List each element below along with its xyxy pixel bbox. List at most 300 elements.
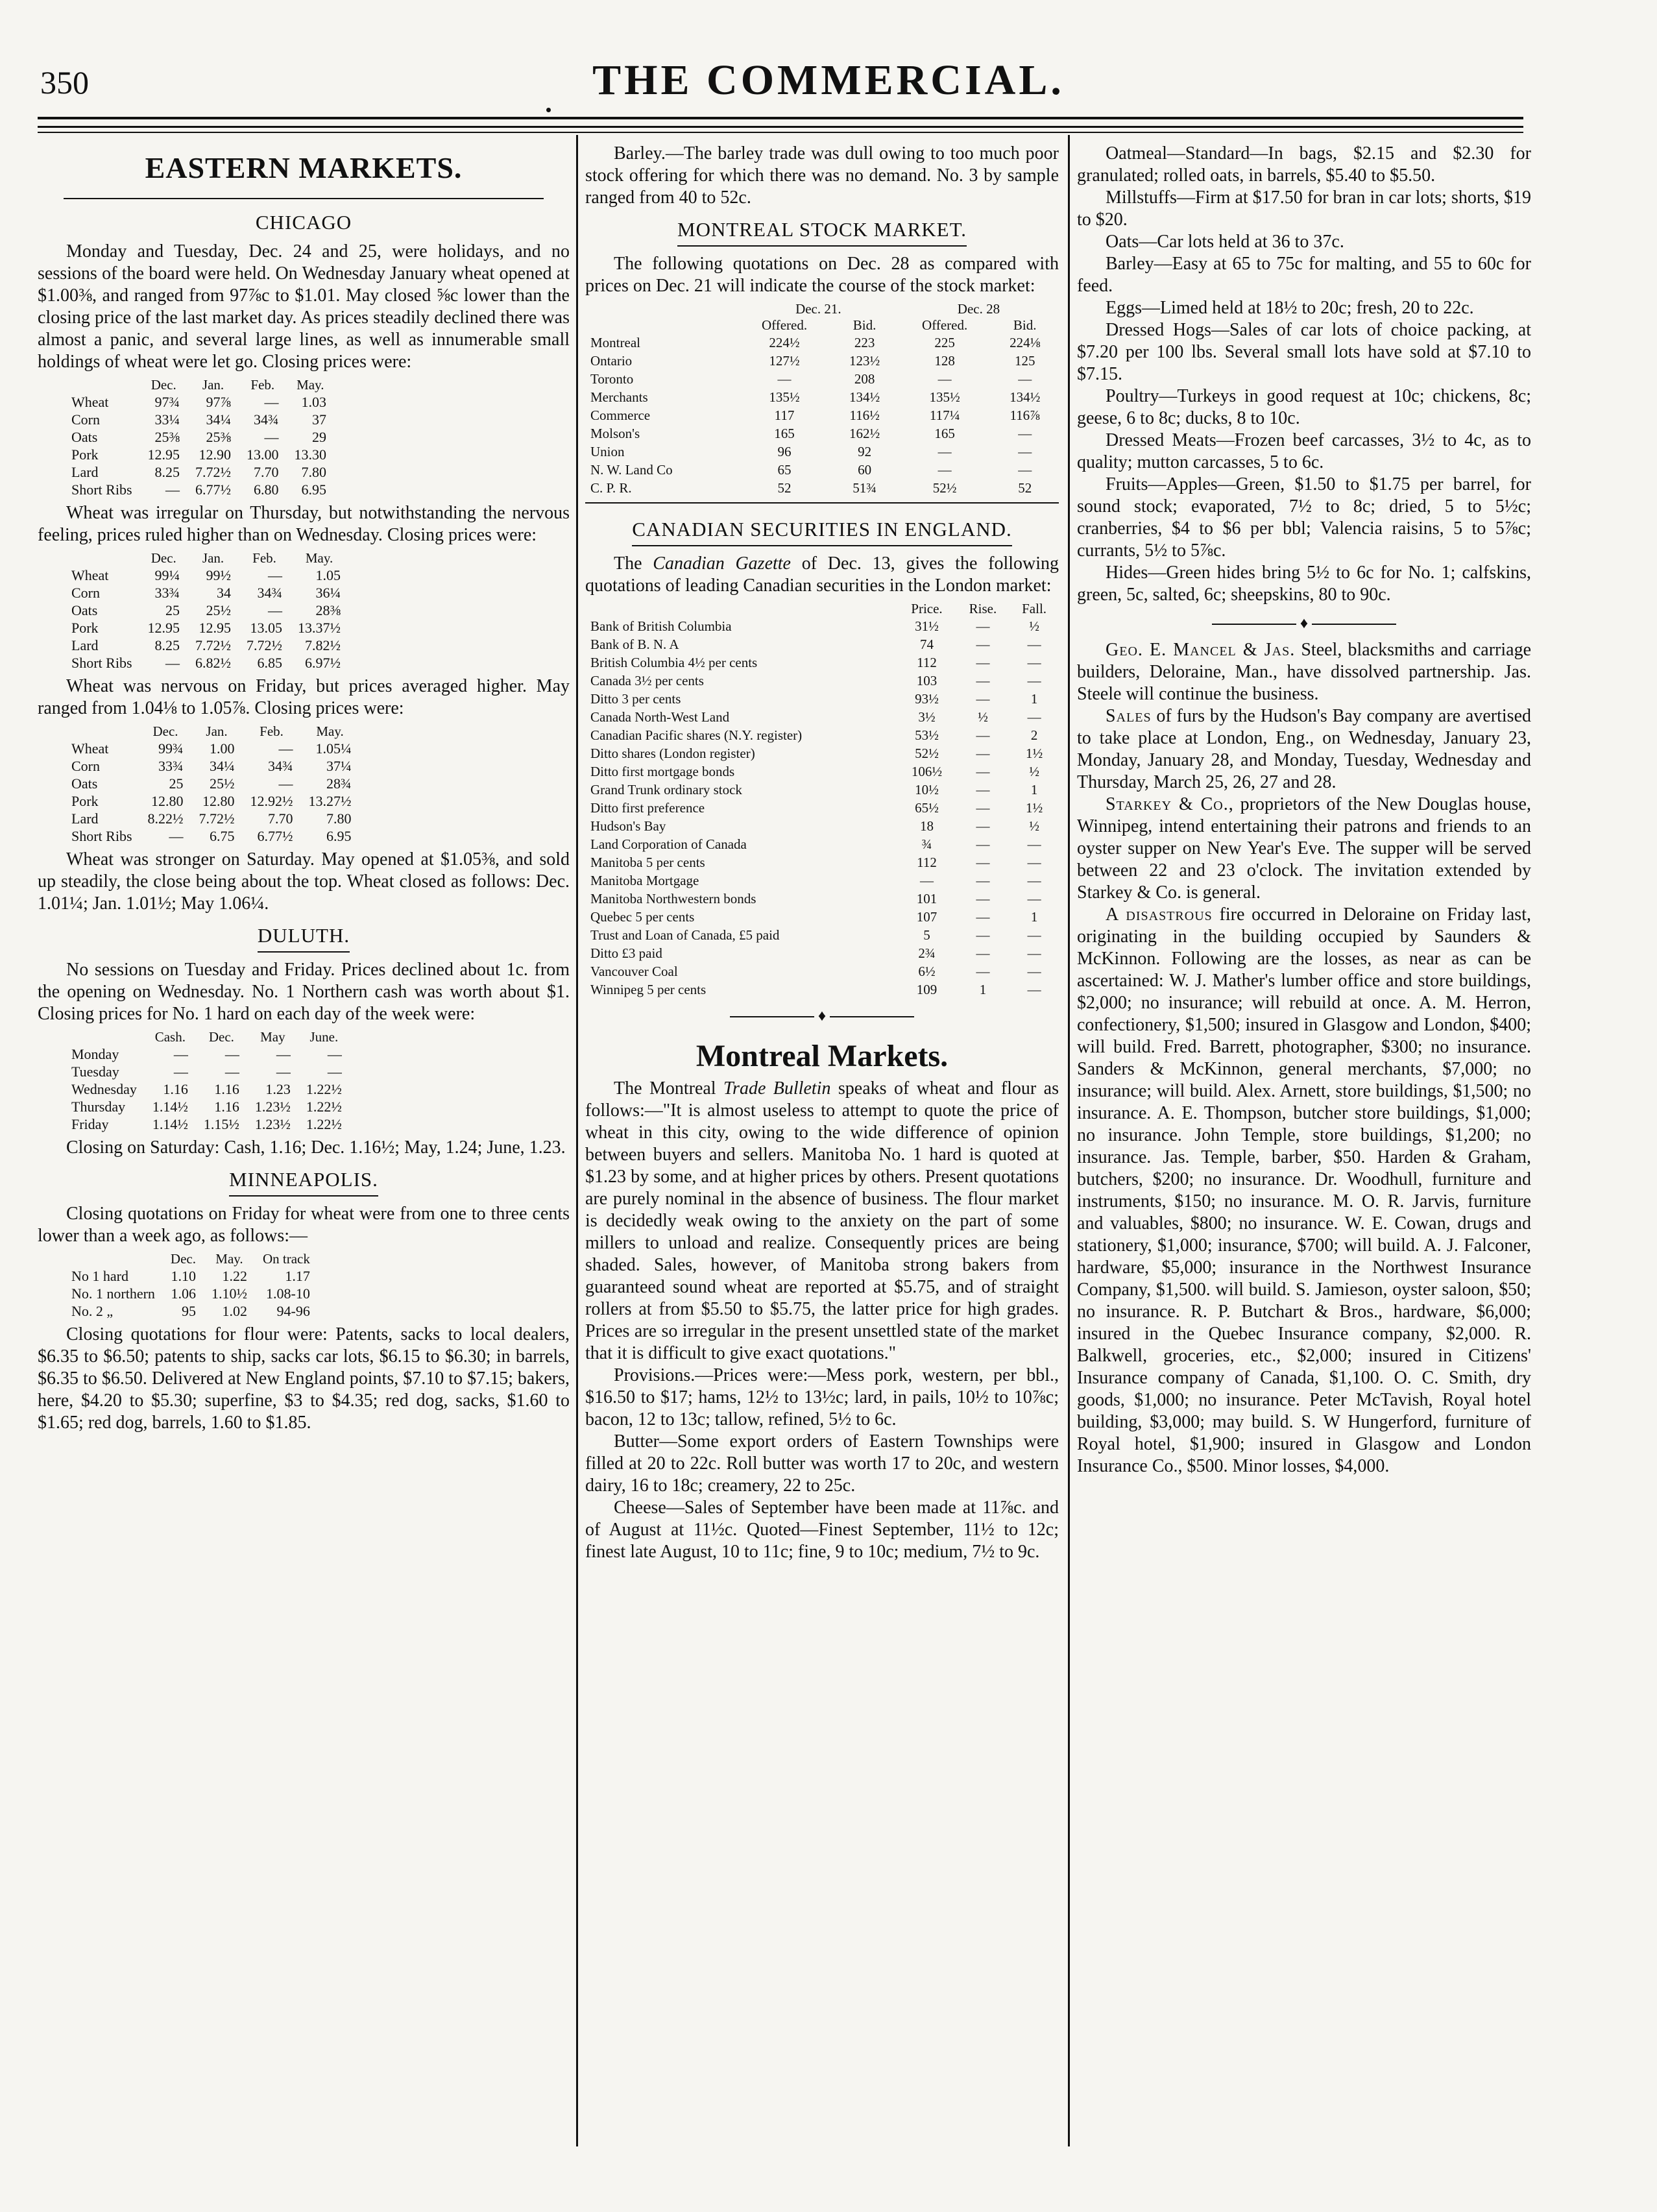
table-cell: 7.80 — [301, 464, 327, 480]
table-cell: Oats — [71, 429, 98, 445]
table-cell: Vancouver Coal — [590, 964, 678, 979]
table-row — [64, 757, 359, 775]
table-cell: — — [976, 800, 990, 816]
table-row — [585, 871, 1059, 890]
table-cell: 1.15½ — [203, 1116, 239, 1132]
duluth-paragraph-2: Closing on Saturday: Cash, 1.16; Dec. 1.16½; May, 1.24; June, 1.23. — [66, 1137, 566, 1158]
table-cell: Thursday — [71, 1099, 126, 1115]
table-cell: — — [976, 945, 990, 961]
table-cell: Oats — [71, 775, 98, 792]
table-cell: 1.23½ — [254, 1116, 291, 1132]
table-cell: 7.72½ — [195, 464, 232, 480]
column-1 — [38, 138, 570, 1434]
table-cell: 53½ — [915, 727, 939, 743]
table-cell: 135½ — [929, 389, 960, 405]
table-cell: — — [976, 764, 990, 779]
canadian-gazette-title: Canadian Gazette — [653, 553, 791, 574]
table-cell: 112 — [917, 655, 937, 670]
table-cell: — — [1027, 637, 1041, 652]
table-cell: 37 — [312, 411, 327, 428]
table-cell: 34¾ — [257, 585, 283, 601]
table-cell: Union — [590, 444, 625, 459]
table-cell: — — [276, 1063, 291, 1080]
table-cell: — — [976, 637, 990, 652]
table-cell: — — [976, 909, 990, 925]
dressed-hogs-paragraph: Dressed Hogs—Sales of car lots of choice packing, at $7.20 per 100 lbs. Several small lots have sold at $7.10 to $7.15. — [1077, 320, 1531, 384]
oats-paragraph: Oats—Car lots held at 36 to 37c. — [1106, 232, 1344, 252]
montreal-p1-post: speaks of wheat and flour as follows:—"It is almost useless to attempt to quote the price of wheat in this city, owing to the wide difference of opinion between buyers and sellers. Manitoba No. 1 hard is quoted at $1.23 by some, and at higher prices by others. Present quotations are purely nominal in the absence of business. The flour market is decidedly weak owing to the anxiety on the part of some millers to unload and realize. Consequently prices are being shaded. Sales, however, of Manitoba strong bakers from guaranteed sound wheat are reported at $5.75, and of straight rollers at from $5.50 to $5.75, the latter price for high grades. Prices are so irregular in the present unsettled state of the market that it is difficult to give exact quotations." — [585, 1078, 1059, 1363]
table-cell: 5 — [923, 927, 930, 943]
table-cell: — — [327, 1046, 342, 1062]
table-row — [585, 672, 1059, 690]
table-row — [64, 740, 359, 757]
masthead-dot — [546, 108, 551, 112]
table-cell: 92 — [858, 444, 872, 459]
table-cell: Friday — [71, 1116, 109, 1132]
table-row — [585, 744, 1059, 762]
table-cell: — — [1027, 709, 1041, 725]
table-cell: 1.14½ — [152, 1099, 188, 1115]
table-cell: Oats — [71, 602, 98, 618]
table-cell: 8.25 — [154, 637, 180, 653]
table-cell: Pork — [71, 793, 99, 809]
table-row — [64, 602, 348, 619]
table-cell: 8.22½ — [147, 810, 184, 827]
table-header-cell — [64, 377, 140, 393]
table-cell: 65½ — [915, 800, 939, 816]
table-cell: 1½ — [1025, 800, 1043, 816]
table-cell: 25 — [169, 775, 184, 792]
table-cell: — — [278, 775, 293, 792]
table-cell: 2¾ — [918, 945, 936, 961]
table-header-cell: On track — [262, 1251, 310, 1267]
table-header-cell: Fall. — [1022, 601, 1047, 616]
table-cell: 12.95 — [199, 620, 232, 636]
table-header — [585, 601, 1059, 617]
table-cell: 7.72½ — [247, 637, 283, 653]
table-cell: 95 — [181, 1303, 196, 1319]
minneapolis-paragraph-2: Closing quotations for flour were: Patents, sacks to local dealers, $6.35 to $6.50; patents to ship, sacks car lots, $6.15 to $6.30; in barrels, $6.35 to $6.50. Delivered at New England points, $7.10 to $7.15; bakers, here, $4.20 to $5.30; superfine, $3 to $4.35; red dog, sacks, $1.60 to $1.65; red dog, barrels, 1.60 to $1.85. — [38, 1324, 570, 1433]
table-row — [585, 406, 1059, 424]
table-cell: 117 — [774, 407, 795, 423]
table-header — [585, 317, 1059, 334]
table-cell: — — [1027, 873, 1041, 888]
table-cell: Wheat — [71, 567, 109, 583]
stock-market-heading — [585, 209, 1059, 253]
table-cell: 13.27½ — [308, 793, 352, 809]
table-cell: No 1 hard — [71, 1268, 128, 1284]
starkey-lead: Starkey & Co., — [1106, 794, 1234, 814]
table-cell: — — [976, 655, 990, 670]
fruits-paragraph: Fruits—Apples—Green, $1.50 to $1.75 per barrel, for sound stock; evaporated, 7½ to 8c; dried, 5 to 5½c; cranberries, $4 to $6 per bbl; Valencia raisins, 5 to 5⅞c; currants, 5½ to 5⅞c. — [1077, 474, 1531, 561]
table-cell: No. 1 northern — [71, 1285, 155, 1302]
table-cell: 6.75 — [210, 828, 235, 844]
table-cell: 1.10½ — [211, 1285, 247, 1302]
starkey-paragraph — [1077, 794, 1531, 904]
table-row — [585, 352, 1059, 370]
stock-market-table — [585, 301, 1059, 497]
table-cell: 6.85 — [257, 655, 283, 671]
table-cell: 6½ — [918, 964, 936, 979]
table-cell: 37¼ — [326, 758, 352, 774]
table-header-cell: Jan. — [202, 550, 224, 566]
table-cell: Ditto first mortgage bonds — [590, 764, 735, 779]
table-cell: 25⅜ — [154, 429, 180, 445]
table-cell: — — [264, 394, 279, 410]
table-cell: — — [976, 673, 990, 688]
table-header-cell: May. — [215, 1251, 243, 1267]
table-cell: Hudson's Bay — [590, 818, 666, 834]
table-cell: 13.00 — [247, 446, 279, 463]
table-cell: 165 — [774, 426, 795, 441]
sales-lead: Sales — [1106, 706, 1152, 726]
table-cell: — — [278, 740, 293, 757]
eastern-markets-heading: EASTERN MARKETS. — [145, 151, 463, 184]
montreal-paragraph-1 — [585, 1078, 1059, 1365]
table-row — [585, 962, 1059, 980]
table-cell: 34¼ — [210, 758, 235, 774]
canadian-p-pre: The — [614, 553, 653, 574]
table-cell: 12.92½ — [250, 793, 293, 809]
table-cell: — — [777, 371, 792, 387]
table-cell: 127½ — [769, 353, 800, 369]
millstuffs-paragraph: Millstuffs—Firm at $17.50 for bran in car lots; shorts, $19 to $20. — [1077, 188, 1531, 230]
table-cell: 28¾ — [326, 775, 352, 792]
table-row — [64, 481, 334, 498]
table-header-cell — [64, 1251, 163, 1267]
table-cell: — — [173, 1046, 188, 1062]
barley-paragraph-montreal: Barley—Easy at 65 to 75c for malting, and 55 to 60c for feed. — [1077, 254, 1531, 296]
table-row — [585, 370, 1059, 388]
table-cell: 12.95 — [147, 446, 180, 463]
table-cell: Ditto first preference — [590, 800, 705, 816]
table-cell: Wheat — [71, 394, 109, 410]
table-cell: Manitoba Northwestern bonds — [590, 891, 756, 906]
table-cell: — — [1027, 836, 1041, 852]
sales-text: of furs by the Hudson's Bay company are avertised to take place at London, Eng., on Wednesday, January 23, Monday, January 28, and Monday, Tuesday, Wednesday and Thursday, March 25, 26, 27 and 28. — [1077, 706, 1531, 792]
table-row — [585, 762, 1059, 781]
table-cell: 34¾ — [268, 758, 293, 774]
table-cell: 52½ — [915, 746, 939, 761]
deloraine-fire-paragraph — [1077, 904, 1531, 1477]
table-cell: — — [976, 855, 990, 870]
stock-market-paragraph: The following quotations on Dec. 28 as compared with prices on Dec. 21 will indicate the course of the stock market: — [585, 254, 1059, 296]
table-cell: Wheat — [71, 740, 109, 757]
table-cell: Molson's — [590, 426, 640, 441]
table-header-cell — [64, 723, 140, 740]
chicago-table-wednesday — [64, 377, 334, 498]
table-cell: 94-96 — [276, 1303, 310, 1319]
section-rule — [64, 198, 544, 199]
table-header-cell: May. — [305, 550, 333, 566]
table-row — [585, 944, 1059, 962]
table-cell: 162½ — [849, 426, 880, 441]
column-3 — [1077, 138, 1531, 1477]
table-cell: 60 — [858, 462, 872, 478]
table-cell: — — [268, 602, 283, 618]
table-cell: 33¾ — [158, 758, 184, 774]
table-header-cell: Dec. — [208, 1029, 234, 1045]
table-cell: — — [1027, 927, 1041, 943]
chicago-paragraph-1: Monday and Tuesday, Dec. 24 and 25, were holidays, and no sessions of the board were held. On Wednesday January wheat opened at $1.00⅜, and ranged from 97⅞c to $1.01. May closed ⅝c lower than the closing price of the last market day. As prices steadily declined there was almost a panic, and several large lines, as well as innumerable small holdings of wheat were let go. Closing prices were: — [38, 241, 570, 372]
table-cell: Corn — [71, 411, 100, 428]
table-cell: 1.22½ — [306, 1099, 342, 1115]
table-cell: 97⅞ — [206, 394, 232, 410]
minneapolis-table — [64, 1251, 318, 1320]
mancel-steel-paragraph — [1077, 639, 1531, 705]
table-cell: 1 — [1030, 691, 1038, 707]
table-cell: — — [919, 873, 934, 888]
table-cell: Grand Trunk ordinary stock — [590, 782, 742, 797]
table-cell: Ditto shares (London register) — [590, 746, 755, 761]
table-cell: ½ — [1029, 818, 1039, 834]
table-row — [585, 334, 1059, 352]
table-cell: 1.00 — [210, 740, 235, 757]
table-cell: 1.02 — [222, 1303, 247, 1319]
table-cell: 18 — [919, 818, 934, 834]
minneapolis-paragraph-1: Closing quotations on Friday for wheat were from one to three cents lower than a week ago, as follows:— — [38, 1204, 570, 1246]
table-cell: 12.95 — [147, 620, 180, 636]
chicago-paragraph-2: Wheat was irregular on Thursday, but notwithstanding the nervous feeling, prices ruled higher than on Wednesday. Closing prices were: — [38, 503, 570, 545]
table-cell: 116⅞ — [1010, 407, 1040, 423]
table-cell: 33¾ — [154, 585, 180, 601]
table-cell: 1 — [1030, 782, 1038, 797]
table-cell: 106½ — [911, 764, 943, 779]
table-header-cell: Jan. — [206, 723, 228, 739]
table-cell: Ditto £3 paid — [590, 945, 662, 961]
table-cell: — — [224, 1046, 239, 1062]
table-row — [64, 1115, 350, 1133]
table-header-cell: June. — [309, 1029, 339, 1045]
table-row — [64, 637, 348, 654]
montreal-provisions: Provisions.—Prices were:—Mess pork, western, per bbl., $16.50 to $17; hams, 12½ to 13½c; lard, in pails, 10½ to 10⅞c; bacon, 12 to 13c; tallow, refined, 5½ to 6c. — [585, 1365, 1059, 1429]
montreal-cheese: Cheese—Sales of September have been made at 11⅞c. and of August at 11½c. Quoted—Finest September, 11½ to 12c; finest late August, 10 to 11c; fine, 9 to 10c; medium, 7½ to 9c. — [585, 1498, 1059, 1562]
table-cell: — — [327, 1063, 342, 1080]
table-row — [585, 424, 1059, 443]
table-row — [585, 479, 1059, 497]
ornament-rule: ♦ — [585, 1008, 1059, 1025]
table-cell: Ontario — [590, 353, 633, 369]
table-cell: Short Ribs — [71, 481, 132, 498]
table-cell: Ditto 3 per cents — [590, 691, 681, 707]
montreal-p1-pre: The Montreal — [614, 1078, 724, 1099]
barley-paragraph: Barley.—The barley trade was dull owing to too much poor stock offering for which there was no demand. No. 3 by sample ranged from 40 to 52c. — [585, 143, 1059, 208]
table-row — [64, 827, 359, 845]
table-cell: 7.70 — [268, 810, 293, 827]
table-cell: ½ — [978, 709, 988, 725]
table-row — [585, 617, 1059, 635]
canadian-p-post: of Dec. 13, gives the following quotations of leading Canadian securities in the London market: — [585, 553, 1059, 596]
table-header-cell: May. — [296, 377, 324, 393]
table-cell: 112 — [917, 855, 937, 870]
table-cell: 1.08-10 — [266, 1285, 310, 1302]
table-cell: 101 — [916, 891, 937, 906]
table-cell: 134½ — [1010, 389, 1041, 405]
table-cell: 36¼ — [315, 585, 341, 601]
table-header-cell: May — [260, 1029, 285, 1045]
table-cell: 25⅜ — [206, 429, 232, 445]
table-cell: ¾ — [921, 836, 932, 852]
table-cell: 1.22½ — [306, 1081, 342, 1097]
table-date-cell — [585, 301, 738, 317]
table-header-cell: Price. — [911, 601, 943, 616]
table-cell: 1.17 — [285, 1268, 310, 1284]
table-cell: 1.22½ — [306, 1116, 342, 1132]
chicago-title: CHICAGO — [255, 211, 352, 234]
table-cell: Corn — [71, 758, 100, 774]
table-cell: Manitoba Mortgage — [590, 873, 699, 888]
table-header-cell: Dec. — [151, 550, 176, 566]
eggs-paragraph: Eggs—Limed held at 18½ to 20c; fresh, 20 to 22c. — [1106, 298, 1474, 318]
table-cell: 7.80 — [326, 810, 352, 827]
table-cell: — — [165, 481, 180, 498]
table-cell: 1.22 — [222, 1268, 247, 1284]
table-cell: Merchants — [590, 389, 648, 405]
table-cell: 29 — [312, 429, 327, 445]
table-cell: 13.37½ — [298, 620, 341, 636]
table-cell: 7.70 — [254, 464, 279, 480]
table-cell: 123½ — [849, 353, 880, 369]
table-cell: 25 — [165, 602, 180, 618]
table-header-cell: Feb. — [252, 550, 276, 566]
stock-market-title: MONTREAL STOCK MARKET. — [677, 218, 967, 247]
table-row — [64, 1267, 318, 1285]
minneapolis-heading — [38, 1159, 570, 1203]
table-cell: 34¼ — [206, 411, 232, 428]
table-row — [585, 443, 1059, 461]
table-row — [585, 461, 1059, 479]
table-cell: — — [1018, 444, 1032, 459]
table-row — [64, 1285, 318, 1302]
table-cell: 7.72½ — [199, 810, 235, 827]
table-cell: — — [976, 818, 990, 834]
table-header-cell: Bid. — [853, 317, 877, 333]
table-row — [64, 810, 359, 827]
table-cell: — — [976, 727, 990, 743]
canadian-securities-paragraph — [585, 553, 1059, 597]
table-row — [64, 792, 359, 810]
table-cell: Quebec 5 per cents — [590, 909, 695, 925]
table-cell: 10½ — [915, 782, 939, 797]
table-cell: 52½ — [932, 480, 957, 496]
table-cell: Bank of British Columbia — [590, 618, 732, 634]
table-cell: 12.90 — [199, 446, 232, 463]
table-cell: Short Ribs — [71, 828, 132, 844]
table-cell: ½ — [1029, 764, 1039, 779]
table-date-cell: Dec. 21. — [795, 301, 841, 317]
duluth-heading — [38, 915, 570, 959]
table-cell: — — [264, 429, 279, 445]
table-cell: 135½ — [769, 389, 800, 405]
table-cell: 7.82½ — [305, 637, 341, 653]
table-date-cell: Dec. 28 — [957, 301, 1000, 317]
table-cell: 134½ — [849, 389, 880, 405]
table-cell: 6.95 — [326, 828, 352, 844]
chicago-table-thursday — [64, 550, 348, 672]
table-row — [585, 853, 1059, 871]
table-cell: 165 — [934, 426, 955, 441]
table-cell: — — [1018, 371, 1032, 387]
table-row — [585, 653, 1059, 672]
table-header — [64, 1029, 350, 1045]
column-rule-2 — [1068, 135, 1070, 2146]
table-cell: — — [976, 746, 990, 761]
table-row — [64, 775, 359, 792]
table-row — [64, 446, 334, 463]
chicago-paragraph-3: Wheat was nervous on Friday, but prices averaged higher. May ranged from 1.04⅛ to 1.05⅞. Closing prices were: — [38, 676, 570, 718]
table-cell: — — [268, 567, 283, 583]
table-cell: 65 — [777, 462, 792, 478]
table-header-cell: Dec. — [152, 723, 178, 739]
table-row — [64, 1063, 350, 1080]
table-cell: Wednesday — [71, 1081, 137, 1097]
table-header-cell: Feb. — [250, 377, 275, 393]
table-cell: — — [169, 828, 184, 844]
table-cell: 6.97½ — [305, 655, 341, 671]
table-cell: Canada North-West Land — [590, 709, 730, 725]
table-cell: ½ — [1029, 618, 1039, 634]
table-row — [585, 388, 1059, 406]
table-cell: 34 — [217, 585, 232, 601]
fire-text: fire occurred in Deloraine on Friday last, originating in the building occupied by Saunders & McKinnon. Following are the losses, as near as can be ascertained: W. J. Mather's lumber office and store buildings, $2,000; no insurance; will rebuild at once. A. M. Herron, confectionery, $1,500; insured in Glasgow and London, $400; will build. Fred. Barrett, photographer, $300; no insurance. Sanders & McKinnon, general merchants, $7,000; no insurance; will build. Alex. Arnett, store buildings, $1,500; no insurance. A. E. Thompson, butcher store buildings, $1,000; no insurance. John Temple, store buildings, $1,200; no insurance. Jas. Temple, barber, $50. Harden & Graham, butchers, $200; no insurance. Dr. Woodhull, furniture and instruments, $150; no insurance. M. O. R. Jarvis, furniture and valuables, $800; no insurance. W. E. Cowan, drugs and stationery, $1,000; insurance, $700; will build. A. J. Falconer, hardware, $5,000; insurance in the Northwest Insurance Company, $1,500. will build. S. Jamieson, oyster saloon, $50; no insurance. R. P. Butchart & Bros., hardware, $6,000; insured in the Quebec Insurance company, $2,000. R. Balkwell, groceries, etc., $2,000; insured in Citizens' Insurance company of Canada, $1,100. O. C. Smith, dry goods, $1,000; no insurance. Peter McTavish, Royal hotel building, $3,000; may build. S. W Hungerford, furniture of Royal hotel, $1,900; insured in Glasgow and London Insurance Co., $500. Minor losses, $4,000. — [1077, 905, 1531, 1476]
hides-paragraph: Hides—Green hides bring 5½ to 6c for No. 1; calfskins, green, 5c, salted, 6c; sheepskins, 80 to 90c. — [1077, 563, 1531, 605]
table-cell: 6.80 — [254, 481, 279, 498]
poultry-paragraph: Poultry—Turkeys in good request at 10c; chickens, 8c; geese, 6 to 8c; ducks, 8 to 10c. — [1077, 386, 1531, 428]
table-cell: Tuesday — [71, 1063, 119, 1080]
fire-lead: A disastrous — [1106, 905, 1213, 925]
table-row — [585, 781, 1059, 799]
table-cell: 6.95 — [301, 481, 327, 498]
table-cell: 25½ — [206, 602, 232, 618]
header-rule-top — [38, 117, 1523, 119]
table-cell: 1.16 — [214, 1099, 239, 1115]
table-cell: 1.23½ — [254, 1099, 291, 1115]
table-row — [585, 726, 1059, 744]
table-cell: Canada 3½ per cents — [590, 673, 704, 688]
table-cell: 128 — [934, 353, 955, 369]
table-cell: 208 — [854, 371, 875, 387]
montreal-markets-heading: Montreal Markets. — [695, 1039, 949, 1073]
table-row — [64, 428, 334, 446]
table-cell: — — [276, 1046, 291, 1062]
dressed-meats-paragraph: Dressed Meats—Frozen beef carcasses, 3½ to 4c, as to quality; mutton carcasses, 5 to 6c. — [1077, 430, 1531, 472]
table-row — [585, 635, 1059, 653]
table-cell: Winnipeg 5 per cents — [590, 982, 707, 997]
table-row — [64, 393, 334, 411]
table-cell: — — [1027, 855, 1041, 870]
duluth-title: DULUTH. — [258, 924, 350, 953]
table-cell: — — [1027, 655, 1041, 670]
table-cell: 8.25 — [154, 464, 180, 480]
table-cell: 1 — [979, 982, 987, 997]
table-row — [585, 835, 1059, 853]
table-row — [64, 584, 348, 602]
table-cell: 117¼ — [929, 407, 960, 423]
table-header-cell: Offered. — [761, 317, 808, 333]
table-cell: 103 — [916, 673, 937, 688]
table-cell: Lard — [71, 810, 99, 827]
table-cell: 109 — [916, 982, 937, 997]
table-cell: 93½ — [915, 691, 939, 707]
table-cell: No. 2 „ — [71, 1303, 114, 1319]
table-cell: — — [1018, 462, 1032, 478]
table-row — [64, 463, 334, 481]
table-cell: — — [937, 444, 952, 459]
header-rule-bottom — [38, 132, 1523, 133]
table-cell: Corn — [71, 585, 100, 601]
table-row — [64, 619, 348, 637]
table-row — [64, 1045, 350, 1063]
